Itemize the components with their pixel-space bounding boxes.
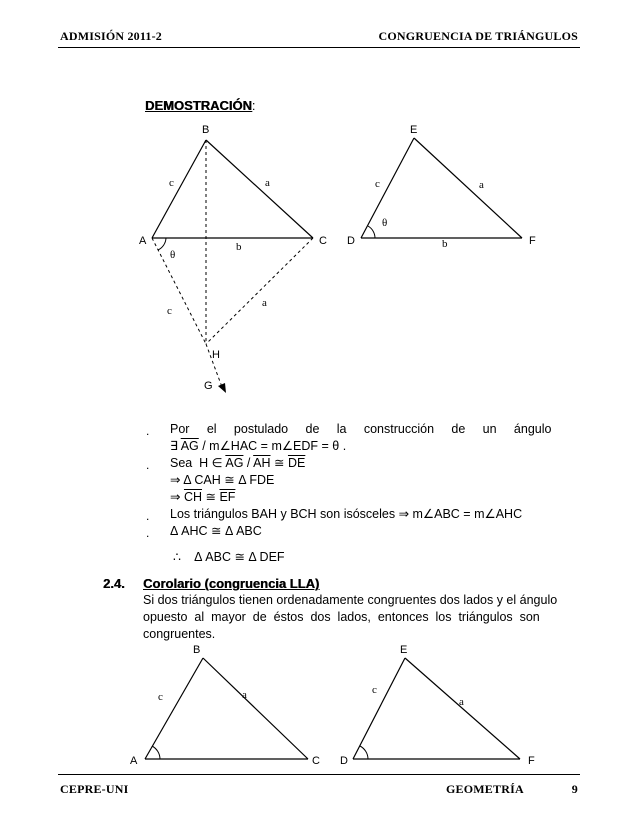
segment-ef-notation: $\overline{EF}$: [219, 490, 236, 504]
proof-line-3: ⇒ Δ CAH ≅ Δ FDE: [170, 473, 275, 487]
angle-equality: / m∠HAC = m∠EDF = θ .: [198, 439, 347, 453]
label-a: A: [139, 235, 147, 247]
page-number: 9: [571, 782, 578, 796]
cong: ≅: [270, 456, 288, 470]
label-e: E: [410, 124, 418, 136]
label-side-c: c: [375, 178, 380, 190]
label-d: D: [347, 235, 355, 247]
bullet-3: .: [146, 509, 150, 523]
side-de: [353, 658, 405, 759]
proof-line-5: Los triángulos BAH y BCH son isósceles ⇒ m∠ABC = m∠AHC: [170, 507, 523, 521]
segment-de-notation: $\overline{DE}$: [287, 456, 306, 470]
label-side-b: b: [442, 238, 448, 250]
label-theta: θ: [382, 217, 388, 229]
side-ef: [405, 658, 520, 759]
label-b: B: [202, 124, 210, 136]
bullet-1: .: [146, 424, 150, 438]
cong-2: ≅: [202, 490, 220, 504]
label-d: D: [340, 755, 348, 767]
footer-subject: GEOMETRÍA: [446, 782, 524, 796]
footer-left: CEPRE-UNI: [60, 782, 129, 796]
demo-colon: :: [251, 98, 256, 113]
figure-corollary: [0, 640, 638, 775]
header-right: CONGRUENCIA DE TRIÁNGULOS: [378, 29, 578, 43]
ray-arrowhead-icon: [218, 383, 226, 393]
label-g: G: [204, 380, 213, 392]
label-f: F: [529, 235, 536, 247]
proof-line-1: Por el postulado de la construcción de un ángulo: [170, 422, 552, 436]
exists-symbol: ∃: [170, 439, 178, 453]
ray-ag-notation-2: $\overline{AG}$: [225, 456, 244, 470]
label-side-a-top: a: [265, 177, 270, 189]
label-b: B: [193, 644, 201, 656]
corollary-number: 2.4.: [103, 576, 125, 591]
label-side-c-top: c: [169, 177, 174, 189]
corollary-line-2: opuesto al mayor de éstos dos lados, entonces los triángulos son: [143, 610, 540, 624]
label-side-a-bot: a: [262, 297, 267, 309]
implies: ⇒: [170, 490, 184, 504]
sep: /: [243, 456, 254, 470]
figure-triangle-def: [0, 0, 638, 260]
label-side-a2: a: [459, 696, 464, 708]
corollary-heading: [103, 576, 319, 591]
label-side-a: a: [242, 689, 247, 701]
footer-rule: [58, 774, 580, 775]
label-f: F: [528, 755, 535, 767]
ray-ag-notation: $\overline{AG}$: [180, 439, 199, 453]
proof-line-4: [170, 489, 235, 506]
side-ef: [414, 138, 522, 238]
segment-ch-notation: $\overline{CH}$: [183, 490, 203, 504]
side-bc: [203, 658, 308, 759]
side-de: [361, 138, 414, 238]
segment-ah-notation: $\overline{AH}$: [253, 456, 271, 470]
demo-title: DEMOSTRACIÓN: [145, 98, 252, 113]
label-side-c2: c: [372, 684, 377, 696]
label-side-c-bot: c: [167, 305, 172, 317]
label-e: E: [400, 644, 408, 656]
bullet-4: .: [146, 526, 150, 540]
label-h: H: [212, 349, 220, 361]
corollary-line-3: congruentes.: [143, 627, 216, 641]
label-a: A: [130, 755, 138, 767]
label-c-vertex: C: [319, 235, 327, 247]
label-theta: θ: [170, 249, 176, 261]
proof-line-6: Δ AHC ≅ Δ ABC: [170, 524, 262, 538]
label-side-b: b: [236, 241, 242, 253]
proof-line-2: [170, 455, 305, 472]
proof-conclusion: ∴ Δ ABC ≅ Δ DEF: [173, 550, 285, 564]
label-side-a: a: [479, 179, 484, 191]
label-side-c: c: [158, 691, 163, 703]
sea-h: Sea H ∈: [170, 456, 226, 470]
corollary-title: Corolario (congruencia LLA): [143, 576, 320, 591]
side-ab: [145, 658, 203, 759]
angle-arc-a: [152, 746, 160, 759]
angle-arc-edf: [368, 226, 375, 238]
header-left: ADMISIÓN 2011-2: [60, 29, 163, 43]
proof-line-1b: [170, 438, 346, 455]
label-c-vertex: C: [312, 755, 320, 767]
angle-arc-d: [360, 746, 368, 759]
bullet-2: .: [146, 458, 150, 472]
corollary-line-1: Si dos triángulos tienen ordenadamente congruentes dos lados y el ángulo: [143, 593, 558, 607]
